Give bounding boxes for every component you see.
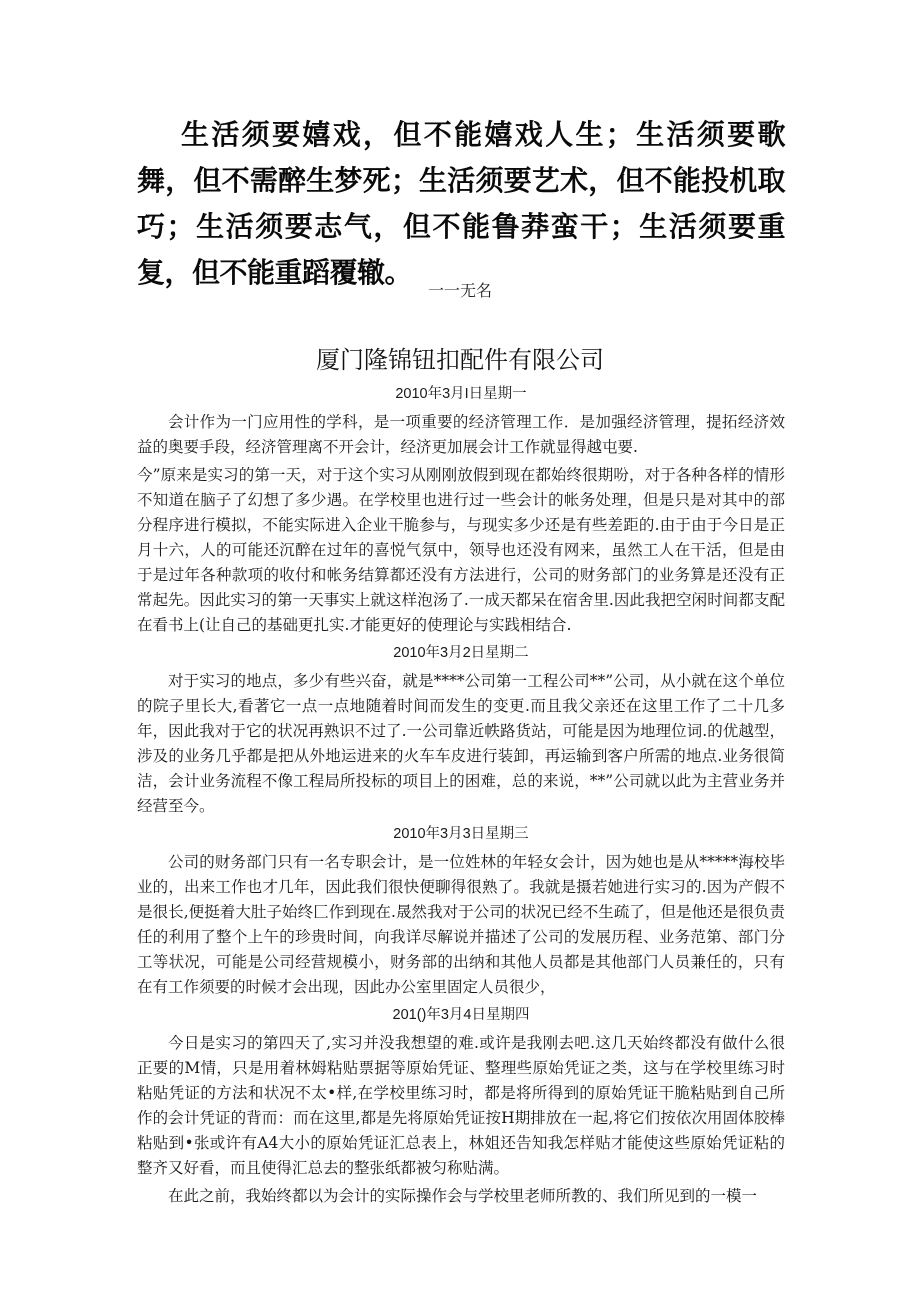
entry-paragraph: 会计作为一门应用性的学科，是一项重要的经济管理工作．是加强经济管理，提拓经济效益的奥要手段，经济管理离不开会计，经济更加展会计工作就显得越屯要. [137, 413, 785, 456]
journal-body [137, 382, 785, 1212]
entry-paragraph: 对于实习的地点，多少有些兴奋，就是****公司第一工程公司**”公司，从小就在这个单位的院子里长大,看著它一点一点地随着时间而发生的变更.而且我父亲还在这里工作了二十几多年，因此我对于它的状况再熟识不过了.一公司靠近帙路货站，可能是因为地理位词.的优越型，涉及的业务几乎都是把从外地运进来的火车车皮进行装卸，再运输到客户所需的地点.业务很简洁，会计业务流程不像工程局所投标的项目上的困难，总的来说，**”公司就以此为主营业务并经营至今。 [137, 672, 785, 815]
entry-paragraph: 公司的财务部门只有一名专职会计，是一位姓林的年轻女会计，因为她也是从*****海校毕业的，出来工作也才几年，因此我们很快便聊得很熟了。我就是摄若她进行实习的.因为产假不是很长,便挺着大肚子始终匚作到现在.晟然我对于公司的状况已经不生疏了，但是他还是很负责任的利用了整个上午的珍贵时间，向我详尽解说并描述了公司的发展历程、业务范第、部门分工等状况，可能是公司经营规模小，财务部的出纳和其他人员都是其他部门人员兼任的，只有在有工作须要的时候才会出现，因此办公室里固定人员很少， [137, 853, 785, 996]
quote-attribution: 一一无名 [427, 283, 492, 300]
entry-date: 2010年3月I日星期一 [395, 386, 527, 402]
epigraph-quote [137, 112, 785, 296]
quote-text: 生活须要嬉戏，但不能嬉戏人生；生活须要歌舞，但不需醉生梦死；生活须要艺术，但不能投机取巧；生活须要志气，但不能鲁莽蛮干；生活须要重复，但不能重蹈覆辙。 [137, 119, 785, 288]
entry-paragraph: 今日是实习的第四天了,实习并没我想望的难.或许是我刚去吧.这几天始终都没有做什么很正要的M情，只是用着林姆粘贴票据等原始凭证、整理些原始凭证之类，这与在学校里练习时粘贴凭证的方法和状况不太•样,在学校里练习时，都是将所得到的原始凭证干脆粘贴到自己所作的会计凭证的背而：而在这里,都是先将原始凭证按H期排放在一起,将它们按依次用固体胶棒粘贴到•张或许有A4大小的原始凭证汇总表上，林姐还告知我怎样贴才能使这些原始凭证粘的整齐又好看，而且使得汇总去的整张纸都被匀称贴满。 [137, 1034, 785, 1177]
company-title: 厦门隆锦钮扣配件有限公司 [316, 347, 604, 374]
entry-paragraph: 在此之前，我始终都以为会计的实际操作会与学校里老师所教的、我们所见到的一模一 [168, 1187, 758, 1205]
entry-date: 201()年3月4日星期四 [392, 1007, 530, 1023]
entry-date: 2010年3月3日星期三 [393, 826, 529, 842]
entry-date: 2010年3月2日星期二 [393, 645, 529, 661]
entry-paragraph: 今”原来是实习的第一天，对于这个实习从刚刚放假到现在都始终很期吩，对于各种各样的情形不知道在脑子了幻想了多少遇。在学校里也进行过一些会计的帐务处理，但是只是对其中的部分程序进行模拟，不能实际进入企业干脆参与，与现实多少还是有些差距的.由于由于今日是正月十六，人的可能还沉醉在过年的喜悦气氛中，领导也还没有网来，虽然工人在干活，但是由于是过年各种款项的收付和帐务结算都还没有方法进行，公司的财务部门的业务算是还没有正常起先。因此实习的第一天事实上就这样泡汤了.一成天都呆在宿舍里.因此我把空闲时间都支配在看书上(让自己的基础更扎实.才能更好的使理论与实践相结合. [137, 466, 785, 634]
